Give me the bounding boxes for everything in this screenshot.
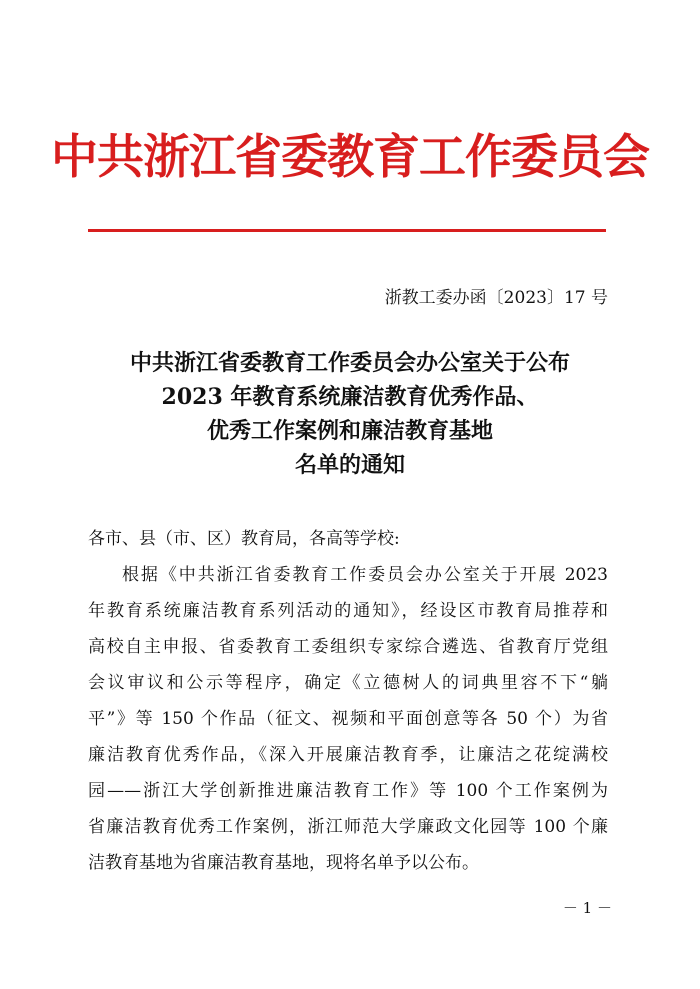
- body-paragraph-line: 洁教育基地为省廉洁教育基地，现将名单予以公布。: [88, 853, 479, 873]
- body-paragraph-line: 省廉洁教育优秀工作案例，浙江师范大学廉政文化园等 100 个廉: [88, 817, 608, 837]
- body-paragraph-line: 根据《中共浙江省委教育工作委员会办公室关于开展 2023: [122, 565, 608, 585]
- red-header-rule: [88, 229, 606, 232]
- title-line: 中共浙江省委教育工作委员会办公室关于公布: [129, 350, 570, 376]
- body-paragraph-line: 廉洁教育优秀作品，《深入开展廉洁教育季，让廉洁之花绽满校: [88, 745, 608, 765]
- notice-title: [0, 346, 700, 482]
- body-paragraph-line: 会议审议和公示等程序，确定《立德树人的词典里容不下“躺: [88, 673, 608, 693]
- body-paragraph-line: 年教育系统廉洁教育系列活动的通知》，经设区市教育局推荐和: [88, 601, 608, 621]
- body-paragraph-line: 高校自主申报、省委教育工委组织专家综合遴选、省教育厅党组: [88, 637, 608, 657]
- masthead-org-name: 中共浙江省委教育工作委员会: [51, 130, 649, 185]
- title-line: 2023 年教育系统廉洁教育优秀作品、: [161, 384, 539, 410]
- body-paragraph-line: 园——浙江大学创新推进廉洁教育工作》等 100 个工作案例为: [88, 781, 608, 801]
- title-line: 优秀工作案例和廉洁教育基地: [206, 418, 493, 444]
- title-line: 名单的通知: [294, 452, 405, 478]
- salutation: 各市、县（市、区）教育局，各高等学校:: [88, 529, 400, 549]
- page-number: － 1 －: [562, 899, 612, 917]
- document-number: 浙教工委办函〔2023〕17 号: [384, 288, 608, 308]
- body-paragraph-line: 平”》等 150 个作品（征文、视频和平面创意等各 50 个）为省: [88, 709, 608, 729]
